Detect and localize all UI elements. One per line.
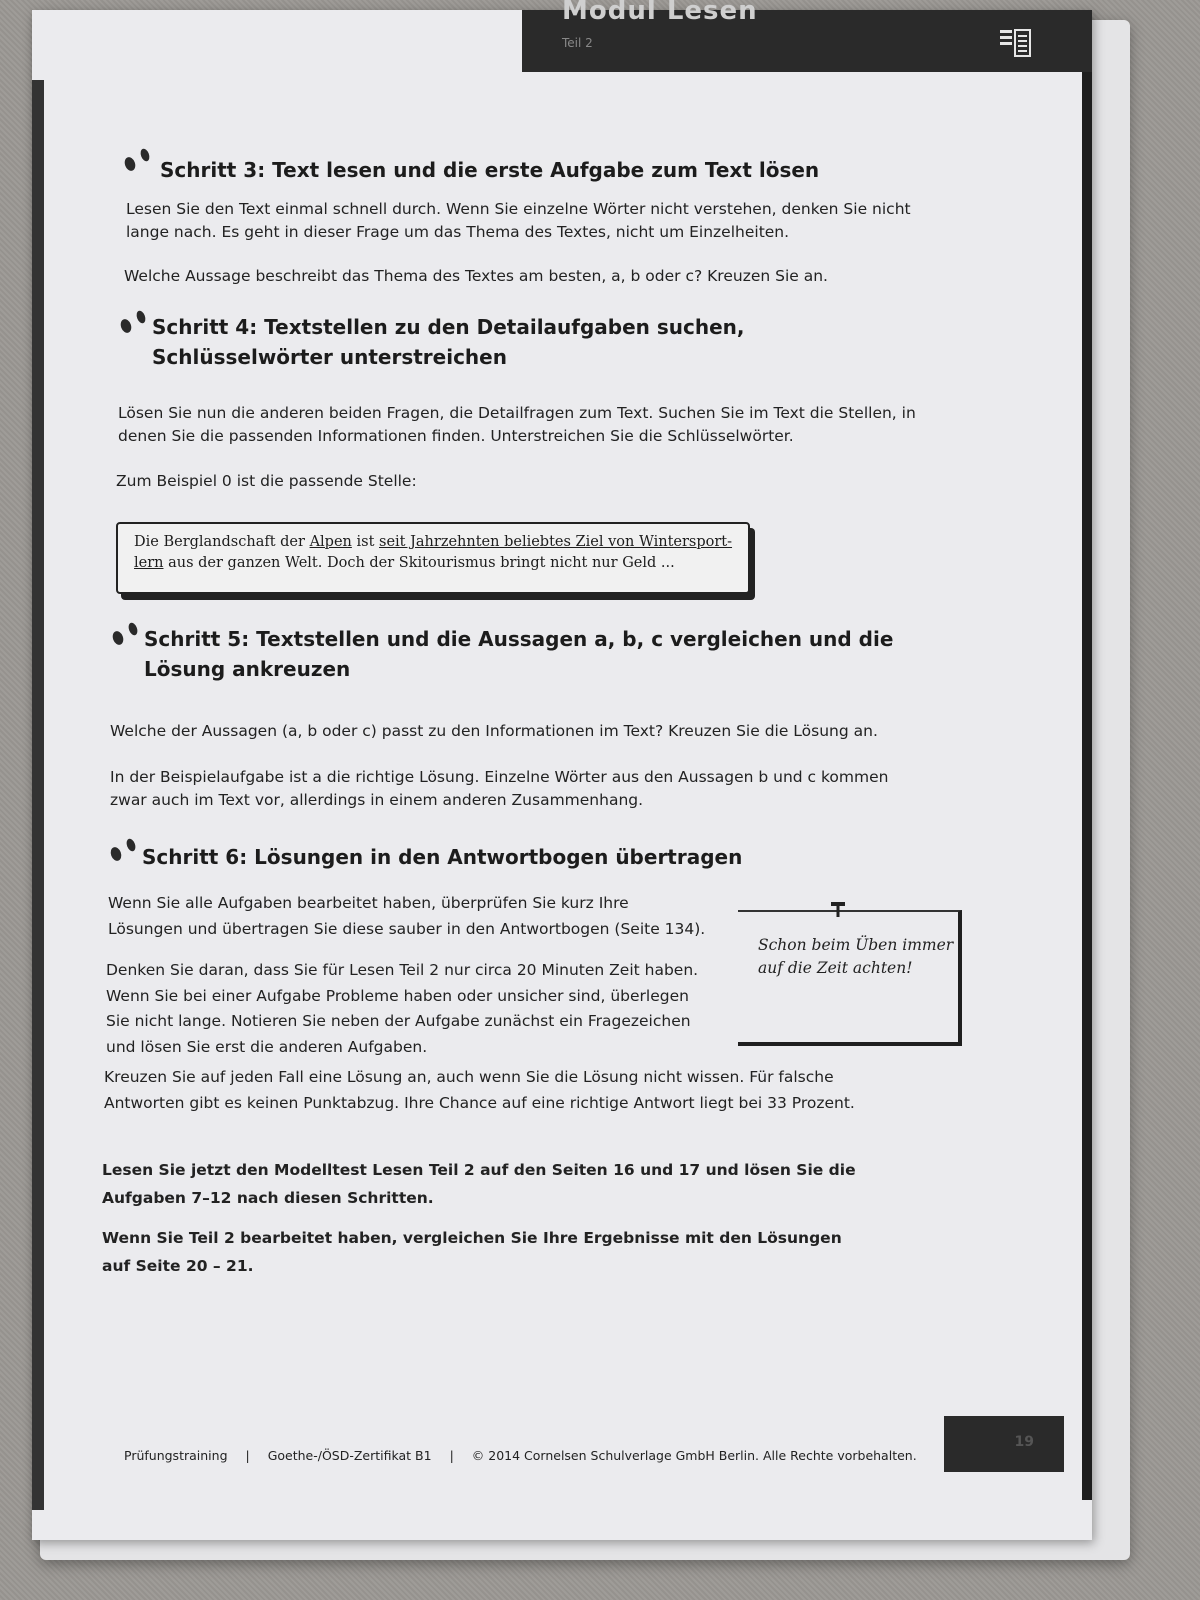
step-6-paragraph-1: Wenn Sie alle Aufgaben bearbeitet haben, überprüfen Sie kurz Ihre Lösungen und übertragen Sie diese sauber in den Antwortbogen (Seite 134). [108, 894, 706, 938]
module-header [522, 0, 1092, 72]
module-title: Modul Lesen [562, 0, 758, 26]
footer-separator: | [449, 1448, 454, 1463]
footer-book-title: Prüfungstraining [124, 1448, 228, 1463]
example-text-box [116, 522, 750, 594]
footsteps-icon [120, 146, 160, 174]
step-5-paragraph-1: Welche der Aussagen (a, b oder c) passt zu den Informationen im Text? Kreuzen Sie die Lösung an. [110, 722, 878, 740]
document-page [32, 0, 1092, 1540]
step-5-heading: Schritt 5: Textstellen und die Aussagen a, b, c vergleichen und die Lösung ankreuzen [144, 627, 894, 681]
closing-instruction-1: Lesen Sie jetzt den Modelltest Lesen Teil 2 auf den Seiten 16 und 17 und lösen Sie die Aufgaben 7–12 nach diesen Schritten. [102, 1161, 856, 1207]
closing-instruction-2: Wenn Sie Teil 2 bearbeitet haben, vergleichen Sie Ihre Ergebnisse mit den Lösungen auf Seite 20 – 21. [102, 1229, 842, 1275]
pin-icon [828, 900, 848, 920]
example-text-part: Die Berglandschaft der [134, 534, 310, 550]
example-text [134, 532, 744, 574]
step-4-paragraph-1: Lösen Sie nun die anderen beiden Fragen, die Detailfragen zum Text. Suchen Sie im Text die Stellen, in denen Sie die passenden Informationen finden. Unterstreichen Sie die Schlüsselwörter. [118, 404, 916, 445]
footsteps-icon [108, 620, 148, 648]
step-6-paragraph-3: Kreuzen Sie auf jeden Fall eine Lösung an, auch wenn Sie die Lösung nicht wissen. Für falsche Antworten gibt es keinen Punktabzug. Ihre Chance auf eine richtige Antwort liegt bei 33 Prozent. [104, 1068, 855, 1112]
tip-text: Schon beim Üben immer auf die Zeit achten! [758, 936, 954, 977]
step-3-paragraph-2: Welche Aussage beschreibt das Thema des Textes am besten, a, b oder c? Kreuzen Sie an. [124, 267, 828, 285]
step-5-paragraph-2: In der Beispielaufgabe ist a die richtige Lösung. Einzelne Wörter aus den Aussagen b und c kommen zwar auch im Text vor, allerdings in einem anderen Zusammenhang. [110, 768, 889, 809]
part-label: Teil 2 [562, 36, 593, 50]
underlined-keyword: seit Jahrzehnten beliebtes Ziel von Wintersport- [379, 534, 733, 550]
step-6-paragraph-2: Denken Sie daran, dass Sie für Lesen Teil 2 nur circa 20 Minuten Zeit haben. Wenn Sie bei einer Aufgabe Probleme haben oder unsicher sind, überlegen Sie nicht lange. Notieren Sie neben der Aufgabe zunächst ein Fragezeichen und lösen Sie erst die anderen Aufgaben. [106, 961, 699, 1056]
right-margin-bar [1082, 10, 1092, 1500]
step-3-paragraph-1: Lesen Sie den Text einmal schnell durch. Wenn Sie einzelne Wörter nicht verstehen, denken Sie nicht lange nach. Es geht in dieser Frage um das Thema des Textes, nicht um Einzelheiten. [126, 200, 911, 241]
example-text-part: aus der ganzen Welt. Doch der Skitourismus bringt nicht nur Geld ... [163, 555, 675, 571]
footsteps-icon [106, 836, 146, 864]
page-footer [124, 1448, 917, 1463]
step-4-heading: Schritt 4: Textstellen zu den Detailaufgaben suchen, Schlüsselwörter unterstreichen [152, 315, 745, 369]
footsteps-icon [116, 308, 156, 336]
footer-separator: | [245, 1448, 250, 1463]
tip-box [738, 910, 962, 1046]
page-number-box [944, 1416, 1064, 1472]
step-6-heading: Schritt 6: Lösungen in den Antwortbogen übertragen [142, 845, 743, 869]
underlined-keyword: lern [134, 555, 164, 571]
page-number: 19 [1014, 1434, 1034, 1450]
reading-list-icon [998, 26, 1032, 60]
left-margin-bar [32, 80, 44, 1510]
footer-copyright: © 2014 Cornelsen Schulverlage GmbH Berlin. Alle Rechte vorbehalten. [471, 1448, 917, 1463]
step-3-heading: Schritt 3: Text lesen und die erste Aufgabe zum Text lösen [160, 158, 820, 182]
underlined-keyword: Alpen [309, 534, 352, 550]
footer-certificate: Goethe-/ÖSD-Zertifikat B1 [267, 1448, 432, 1463]
example-text-part: ist [351, 534, 379, 550]
step-4-paragraph-2: Zum Beispiel 0 ist die passende Stelle: [116, 472, 417, 490]
